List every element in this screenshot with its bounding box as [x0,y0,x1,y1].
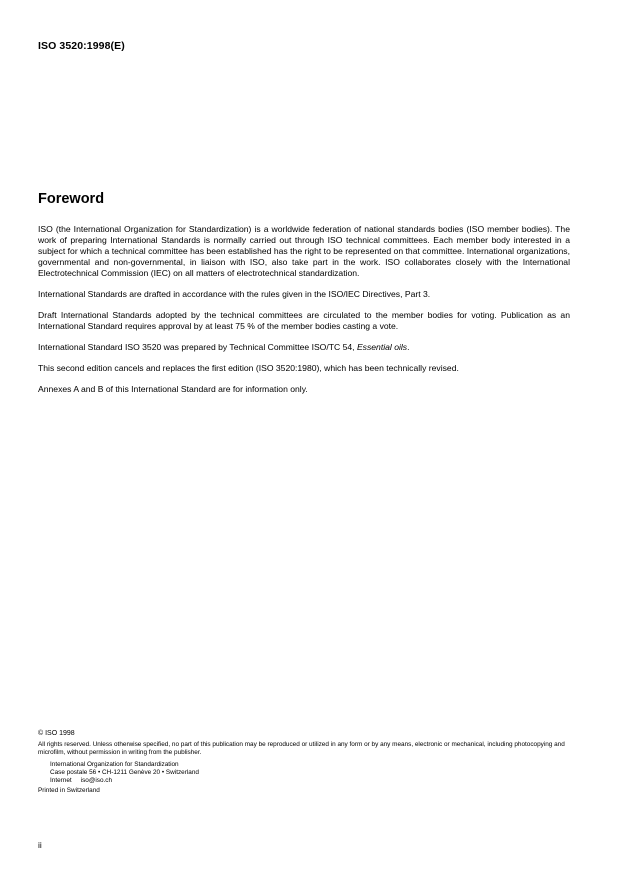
foreword-title: Foreword [38,191,105,207]
foreword-paragraph: Annexes A and B of this International Standard are for information only. [38,384,308,394]
foreword-paragraph: ISO (the International Organization for Standardization) is a worldwide federation of national standards bodies (ISO member bodies). The work of preparing International Standards is normally carried out through ISO technical committees. Each member body interested in a subject for which a technical committee has been established has the right to be represented on that committee. International organizations, governmental and non-governmental, in liaison with ISO, also take part in the work. ISO collaborates closely with the International Electrotechnical Commission (IEC) on all matters of electrotechnical standardization. [38,224,570,278]
paragraph-text: International Standard ISO 3520 was prepared by Technical Committee ISO/TC 54, [38,342,357,352]
internet-label: Internet [50,777,72,784]
foreword-paragraph: This second edition cancels and replaces the first edition (ISO 3520:1980), which has been technically revised. [38,363,459,373]
committee-title: Essential oils [356,342,408,352]
org-postal-address: Case postale 56 • CH-1211 Genève 20 • Switzerland [50,769,199,776]
printed-in: Printed in Switzerland [38,787,100,794]
document-id-header: ISO 3520:1998(E) [38,40,125,52]
copyright-notice: © ISO 1998 [38,730,75,737]
publisher-address [38,761,578,785]
rights-statement: All rights reserved. Unless otherwise specified, no part of this publication may be reproduced or utilized in any form or by any means, electronic or mechanical, including photocopying and microfilm, without permission in writing from the publisher. [38,741,565,756]
internet-email: iso@iso.ch [80,777,113,784]
internet-line [50,777,578,785]
foreword-paragraph [38,342,570,353]
page-number: ii [38,840,42,850]
foreword-paragraph: International Standards are drafted in accordance with the rules given in the ISO/IEC Directives, Part 3. [38,289,431,299]
org-name: International Organization for Standardization [50,761,179,768]
paragraph-text: . [407,342,410,352]
foreword-paragraph: Draft International Standards adopted by the technical committees are circulated to the member bodies for voting. Publication as an International Standard requires approval by at least 75 % of the member bodies casting a vote. [38,310,570,331]
copyright-footer [38,730,578,795]
foreword-body [38,224,570,405]
